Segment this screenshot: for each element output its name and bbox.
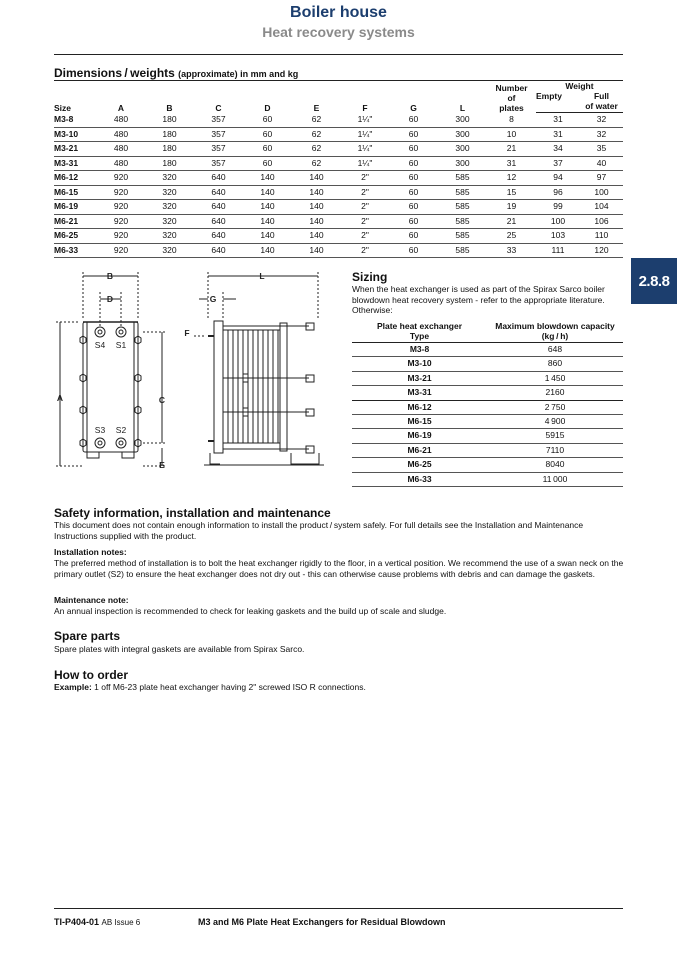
dimensions-cell: M3-31 — [54, 156, 97, 171]
sizing-cell: M3-31 — [352, 386, 487, 400]
order-heading: How to order — [54, 668, 128, 682]
label-e: E — [159, 460, 165, 470]
sizing-cell: 2160 — [487, 386, 623, 400]
dimensions-cell: 1¼" — [341, 127, 389, 142]
dimension-diagram — [54, 266, 344, 476]
sizing-row — [352, 371, 623, 385]
dimensions-cell: 60 — [389, 185, 438, 200]
dimensions-cell: 2" — [341, 243, 389, 258]
dimensions-cell: 25 — [487, 229, 536, 244]
dimensions-row — [54, 127, 623, 142]
dimensions-cell: 2" — [341, 200, 389, 215]
dimensions-heading — [54, 66, 298, 80]
dimensions-cell: 96 — [536, 185, 580, 200]
dimensions-cell: 180 — [145, 113, 194, 128]
dimensions-cell: M3-21 — [54, 142, 97, 157]
dimensions-cell: 60 — [389, 113, 438, 128]
sizing-cell: 2 750 — [487, 400, 623, 414]
order-text — [54, 682, 624, 693]
sizing-table — [352, 321, 623, 487]
sizing-table-body — [352, 343, 623, 487]
dimensions-cell: 21 — [487, 142, 536, 157]
dimensions-cell: 140 — [292, 243, 341, 258]
dimensions-cell: 920 — [97, 185, 145, 200]
dimensions-cell: 100 — [580, 185, 623, 200]
dimensions-cell: 320 — [145, 200, 194, 215]
sizing-cell: M6-21 — [352, 443, 487, 457]
sizing-cell: 5915 — [487, 429, 623, 443]
label-a: A — [56, 393, 64, 403]
dimensions-cell: 60 — [389, 243, 438, 258]
label-s2: S2 — [115, 425, 127, 435]
dimensions-cell: 357 — [194, 127, 243, 142]
dimensions-cell: 920 — [97, 200, 145, 215]
label-s3: S3 — [94, 425, 106, 435]
sizing-row — [352, 472, 623, 486]
dimensions-cell: 140 — [292, 185, 341, 200]
dimensions-cell: 920 — [97, 229, 145, 244]
label-c: C — [158, 395, 166, 405]
sizing-cell: M3-21 — [352, 371, 487, 385]
dimensions-cell: 2" — [341, 185, 389, 200]
label-f: F — [184, 328, 190, 338]
sizing-cell: 7110 — [487, 443, 623, 457]
dimensions-row — [54, 214, 623, 229]
col-d: D — [264, 102, 271, 113]
dimensions-cell: 94 — [536, 171, 580, 186]
dimensions-table-body — [54, 113, 623, 258]
dimensions-cell: 2" — [341, 229, 389, 244]
dimensions-cell: 320 — [145, 243, 194, 258]
dimensions-cell: 585 — [438, 200, 487, 215]
label-s4: S4 — [94, 340, 106, 350]
sizing-cell: M6-15 — [352, 415, 487, 429]
dimensions-row — [54, 171, 623, 186]
dimensions-cell: 357 — [194, 113, 243, 128]
col-empty: Empty — [536, 91, 580, 113]
dimensions-cell: 106 — [580, 214, 623, 229]
dimensions-cell: 62 — [292, 142, 341, 157]
page-header-title: Boiler house — [290, 4, 387, 21]
sizing-row — [352, 357, 623, 371]
dimensions-cell: 110 — [580, 229, 623, 244]
dimensions-cell: 2" — [341, 171, 389, 186]
page-header-subtitle: Heat recovery systems — [262, 24, 415, 40]
dimensions-cell: 103 — [536, 229, 580, 244]
dimensions-cell: M6-25 — [54, 229, 97, 244]
dimensions-cell: 40 — [580, 156, 623, 171]
safety-heading: Safety information, installation and maintenance — [54, 506, 331, 520]
sizing-row — [352, 343, 623, 357]
col-f: F — [362, 102, 368, 113]
col-size: Size — [54, 102, 72, 113]
dimensions-cell: 640 — [194, 214, 243, 229]
dimensions-cell: 10 — [487, 127, 536, 142]
col-max-capacity: Maximum blowdown capacity (kg / h) — [487, 321, 623, 343]
dimensions-cell: 60 — [389, 214, 438, 229]
dimensions-cell: 320 — [145, 185, 194, 200]
front-frame — [83, 322, 138, 452]
safety-text: This document does not contain enough information to install the product / system safely. For full details see the Installation and Maintenance Instructions supplied with the product. — [54, 520, 584, 541]
col-l: L — [459, 102, 466, 113]
dimensions-row — [54, 243, 623, 258]
order-example: 1 off M6-23 plate heat exchanger having 2" screwed ISO R connections. — [91, 682, 366, 692]
dimensions-cell: M6-33 — [54, 243, 97, 258]
dimensions-cell: 480 — [97, 113, 145, 128]
dimensions-cell: 320 — [145, 214, 194, 229]
dimensions-cell: 180 — [145, 127, 194, 142]
spares-text: Spare plates with integral gaskets are available from Spirax Sarco. — [54, 644, 305, 654]
dimensions-cell: 62 — [292, 113, 341, 128]
dimensions-cell: 640 — [194, 200, 243, 215]
dimensions-cell: 140 — [243, 185, 292, 200]
header-rule — [54, 54, 623, 55]
maintenance-text: An annual inspection is recommended to check for leaking gaskets and the build up of scale and sludge. — [54, 606, 447, 616]
dimensions-cell: M6-21 — [54, 214, 97, 229]
sizing-cell: M6-33 — [352, 472, 487, 486]
dimensions-cell: 60 — [243, 142, 292, 157]
dimensions-title: Dimensions / weights — [54, 66, 175, 80]
dimensions-cell: 60 — [243, 127, 292, 142]
sizing-cell: M3-8 — [352, 343, 487, 357]
dimensions-cell: 585 — [438, 214, 487, 229]
footer-doc-id: TI-P404-01 AB Issue 6 — [54, 917, 141, 927]
dimensions-cell: 585 — [438, 243, 487, 258]
port-s4 — [95, 327, 105, 337]
sizing-cell: 1 450 — [487, 371, 623, 385]
dimensions-cell: 19 — [487, 200, 536, 215]
label-s1: S1 — [115, 340, 127, 350]
installation-text: The preferred method of installation is to bolt the heat exchanger rigidly to the floor, in a vertical position. We recommend the use of a swan neck on the primary outlet (S2) to ensure the heat exchanger does not dry out - this can otherwise cause problems with debris and can damage the gaskets. — [54, 558, 624, 579]
dimensions-cell: 640 — [194, 243, 243, 258]
dimensions-cell: 1¼" — [341, 142, 389, 157]
col-weight: Weight — [565, 81, 594, 91]
dimensions-cell: 60 — [389, 200, 438, 215]
dimensions-cell: 62 — [292, 127, 341, 142]
sizing-cell: 8040 — [487, 458, 623, 472]
label-b: B — [106, 271, 114, 281]
dimensions-cell: M3-8 — [54, 113, 97, 128]
sizing-row — [352, 443, 623, 457]
dimensions-cell: 320 — [145, 171, 194, 186]
sizing-cell: 4 900 — [487, 415, 623, 429]
dimensions-row — [54, 229, 623, 244]
dimensions-cell: 585 — [438, 171, 487, 186]
dimensions-cell: 480 — [97, 142, 145, 157]
dimensions-cell: 140 — [292, 171, 341, 186]
label-g: G — [209, 294, 217, 304]
side-pressure-plate — [280, 323, 287, 451]
dimensions-cell: 640 — [194, 185, 243, 200]
dimensions-cell: 34 — [536, 142, 580, 157]
dimensions-cell: 180 — [145, 156, 194, 171]
dimensions-cell: 120 — [580, 243, 623, 258]
dimensions-row — [54, 200, 623, 215]
label-d: D — [106, 294, 114, 304]
dimensions-cell: 140 — [243, 229, 292, 244]
dimensions-cell: 357 — [194, 156, 243, 171]
dimensions-cell: 60 — [389, 171, 438, 186]
dimensions-row — [54, 156, 623, 171]
dimensions-cell: 140 — [243, 214, 292, 229]
dimensions-table — [54, 81, 623, 258]
sizing-cell: 11 000 — [487, 472, 623, 486]
dimensions-cell: 60 — [389, 142, 438, 157]
dimensions-cell: 180 — [145, 142, 194, 157]
dimensions-cell: 640 — [194, 171, 243, 186]
col-g: G — [410, 102, 417, 113]
dimensions-cell: 480 — [97, 127, 145, 142]
dimensions-cell: M6-19 — [54, 200, 97, 215]
dimensions-cell: 140 — [292, 200, 341, 215]
section-tab: 2.8.8 — [631, 258, 677, 304]
dimensions-cell: 60 — [389, 156, 438, 171]
dimensions-cell: 104 — [580, 200, 623, 215]
dimensions-cell: 920 — [97, 243, 145, 258]
sizing-row — [352, 400, 623, 414]
dimensions-cell: 1¼" — [341, 156, 389, 171]
dimensions-cell: M6-12 — [54, 171, 97, 186]
col-full: Full of water — [580, 91, 623, 113]
dimensions-cell: 480 — [97, 156, 145, 171]
col-e: E — [313, 102, 320, 113]
dimensions-cell: 21 — [487, 214, 536, 229]
dimensions-cell: 12 — [487, 171, 536, 186]
sizing-cell: 648 — [487, 343, 623, 357]
side-fixed-plate — [214, 321, 223, 453]
dimensions-cell: 300 — [438, 113, 487, 128]
dimensions-cell: 2" — [341, 214, 389, 229]
maintenance-heading: Maintenance note: — [54, 595, 129, 605]
dimensions-cell: 31 — [536, 127, 580, 142]
dimensions-cell: 920 — [97, 214, 145, 229]
col-b: B — [166, 102, 173, 113]
sizing-cell: M3-10 — [352, 357, 487, 371]
dimensions-cell: 140 — [292, 229, 341, 244]
dimensions-cell: M3-10 — [54, 127, 97, 142]
dimensions-row — [54, 185, 623, 200]
dimensions-cell: 140 — [243, 171, 292, 186]
dimensions-row — [54, 113, 623, 128]
dimensions-cell: 300 — [438, 142, 487, 157]
dimensions-note: (approximate) in mm and kg — [178, 69, 299, 79]
dimensions-cell: 100 — [536, 214, 580, 229]
dimensions-cell: 15 — [487, 185, 536, 200]
dimensions-cell: 920 — [97, 171, 145, 186]
dimensions-cell: 97 — [580, 171, 623, 186]
sizing-row — [352, 415, 623, 429]
dimensions-cell: 640 — [194, 229, 243, 244]
port-s2 — [116, 438, 126, 448]
dimensions-cell: 8 — [487, 113, 536, 128]
footer-rule — [54, 908, 623, 909]
label-l: L — [259, 271, 265, 281]
col-pht-type: Plate heat exchanger Type — [352, 321, 487, 343]
dimensions-cell: 60 — [389, 229, 438, 244]
sizing-row — [352, 386, 623, 400]
dimensions-cell: 37 — [536, 156, 580, 171]
dimensions-cell: 35 — [580, 142, 623, 157]
dimensions-cell: 140 — [243, 200, 292, 215]
dimensions-cell: 300 — [438, 156, 487, 171]
col-a: A — [117, 102, 125, 113]
dimensions-cell: 60 — [243, 113, 292, 128]
dimensions-cell: 60 — [389, 127, 438, 142]
sizing-cell: M6-12 — [352, 400, 487, 414]
dimensions-cell: 140 — [292, 214, 341, 229]
spares-heading: Spare parts — [54, 629, 121, 643]
dimensions-cell: 300 — [438, 127, 487, 142]
footer-title: M3 and M6 Plate Heat Exchangers for Residual Blowdown — [198, 917, 446, 927]
sizing-cell: 860 — [487, 357, 623, 371]
col-c: C — [215, 102, 222, 113]
col-number-plates: Number of plates — [495, 82, 528, 113]
dimensions-cell: 585 — [438, 229, 487, 244]
dimensions-cell: 32 — [580, 113, 623, 128]
dimensions-cell: M6-15 — [54, 185, 97, 200]
sizing-heading: Sizing — [352, 270, 388, 284]
dimensions-cell: 99 — [536, 200, 580, 215]
dimensions-cell: 357 — [194, 142, 243, 157]
port-s1 — [116, 327, 126, 337]
dimensions-cell: 62 — [292, 156, 341, 171]
dimensions-cell: 31 — [487, 156, 536, 171]
dimensions-cell: 111 — [536, 243, 580, 258]
sizing-cell: M6-25 — [352, 458, 487, 472]
dimensions-cell: 140 — [243, 243, 292, 258]
sizing-cell: M6-19 — [352, 429, 487, 443]
dimensions-cell: 32 — [580, 127, 623, 142]
dimensions-cell: 585 — [438, 185, 487, 200]
dimensions-cell: 60 — [243, 156, 292, 171]
dimensions-cell: 31 — [536, 113, 580, 128]
dimensions-row — [54, 142, 623, 157]
dimensions-cell: 1¼" — [341, 113, 389, 128]
order-label: Example: — [54, 682, 92, 692]
sizing-row — [352, 429, 623, 443]
dimensions-cell: 320 — [145, 229, 194, 244]
port-s3 — [95, 438, 105, 448]
dimensions-cell: 33 — [487, 243, 536, 258]
sizing-row — [352, 458, 623, 472]
installation-heading: Installation notes: — [54, 547, 127, 557]
sizing-text: When the heat exchanger is used as part of the Spirax Sarco boiler blowdown heat recovery system - refer to the appropriate literature. Otherwise: — [352, 284, 605, 315]
